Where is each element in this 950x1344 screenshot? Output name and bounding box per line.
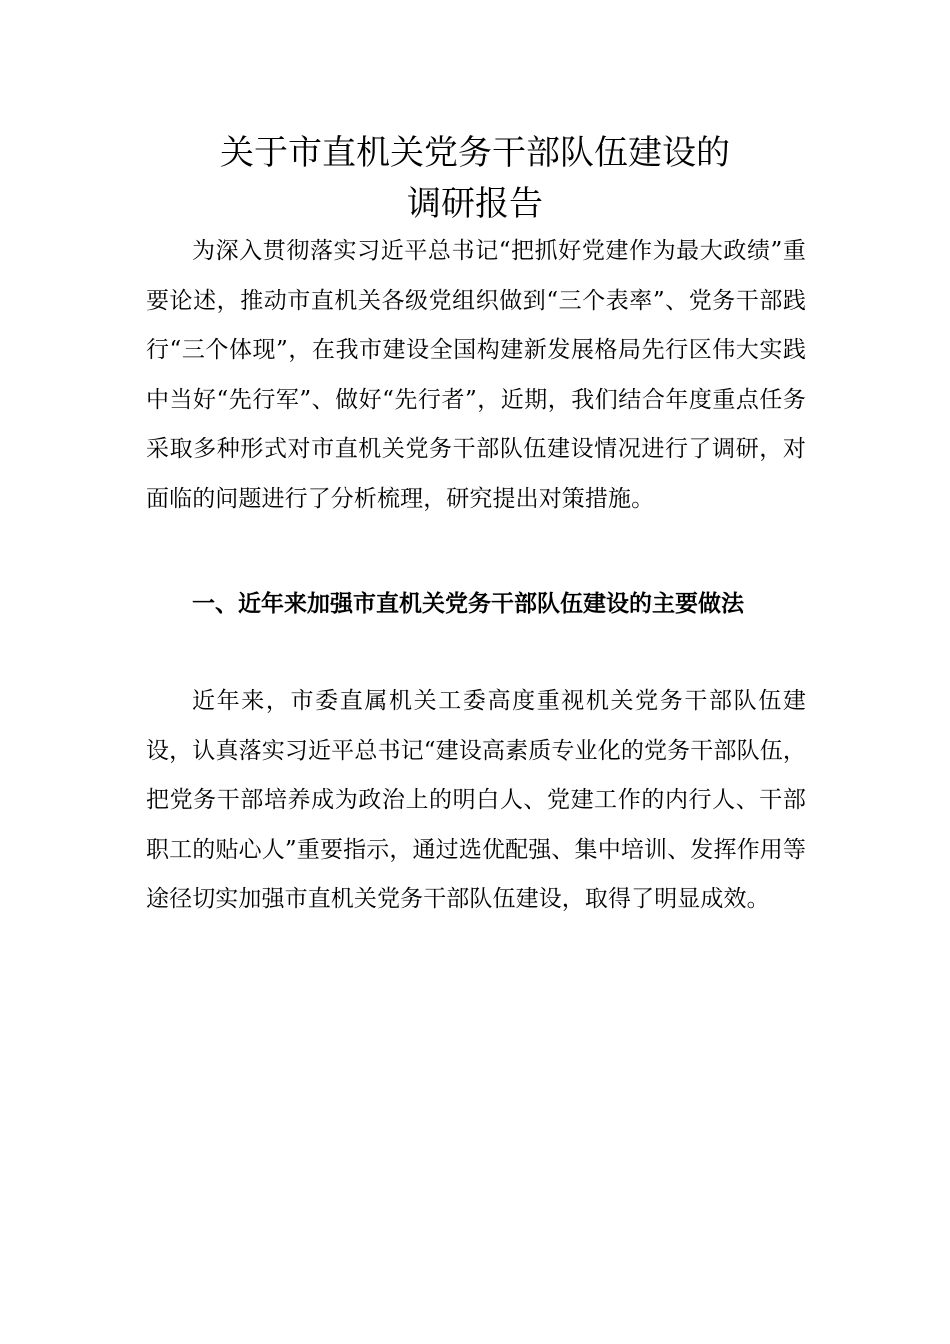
section-heading-1: 一、近年来加强市直机关党务干部队伍建设的主要做法 [192,591,744,617]
document-title-line-1: 关于市直机关党务干部队伍建设的 [220,133,730,173]
section-1-paragraph: 近年来，市委直属机关工委高度重视机关党务干部队伍建设，认真落实习近平总书记“建设高素质专业化的党务干部队伍，把党务干部培养成为政治上的明白人、党建工作的内行人、干部职工的贴心人”重要指示，通过选优配强、集中培训、发挥作用等途径切实加强市直机关党务干部队伍建设，取得了明显成效。 [146,688,806,913]
intro-paragraph: 为深入贯彻落实习近平总书记“把抓好党建作为最大政绩”重要论述，推动市直机关各级党组织做到“三个表率”、党务干部践行“三个体现”，在我市建设全国构建新发展格局先行区伟大实践中当好“先行军”、做好“先行者”，近期，我们结合年度重点任务采取多种形式对市直机关党务干部队伍建设情况进行了调研，对面临的问题进行了分析梳理，研究提出对策措施。 [146,238,806,512]
document-title-line-2: 调研报告 [407,184,543,224]
